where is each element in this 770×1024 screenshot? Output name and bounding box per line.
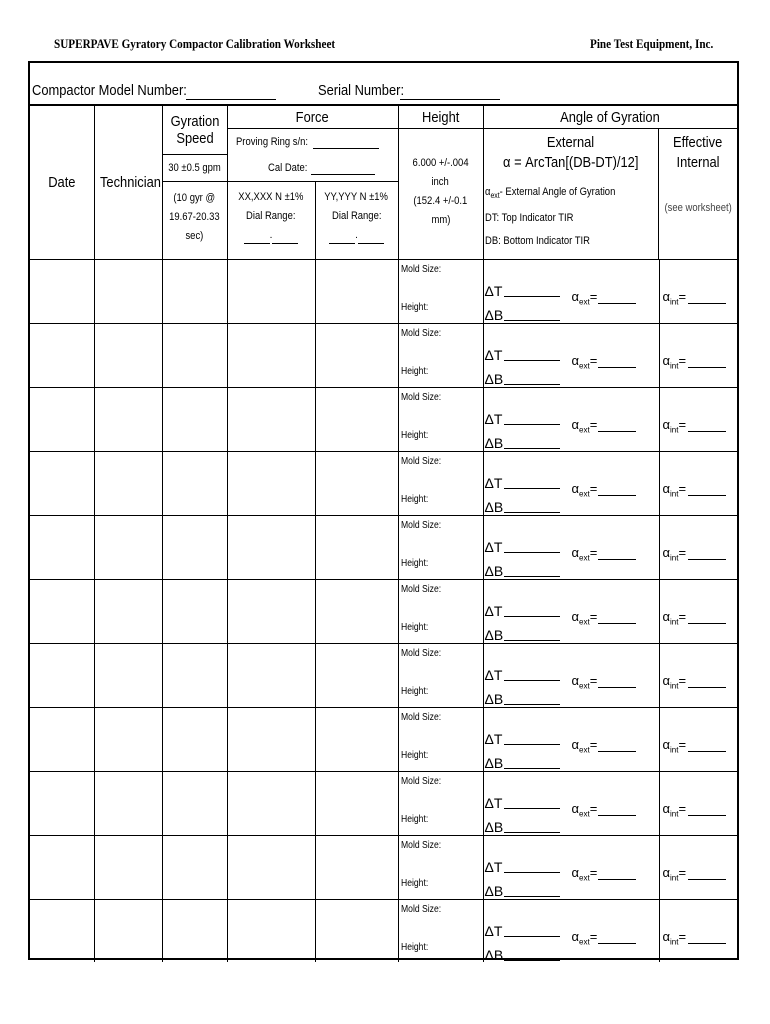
alpha-int-label: $\alpha_{int}=$ (662, 865, 687, 883)
force-cell-1[interactable] (227, 324, 315, 388)
alpha-int-label: $\alpha_{int}=$ (662, 609, 687, 627)
table-row (30, 900, 737, 962)
alpha-int-field[interactable] (688, 367, 726, 368)
date-cell[interactable] (30, 708, 94, 772)
force-cell-2[interactable] (315, 836, 398, 900)
internal-angle-cell[interactable] (659, 452, 737, 516)
alpha-ext-field[interactable] (598, 751, 636, 752)
delta-b-label: ΔB (484, 307, 504, 323)
force-cell-2[interactable] (315, 452, 398, 516)
calibration-form (28, 61, 739, 963)
force-cell-1[interactable] (227, 900, 315, 962)
delta-b-label: ΔB (484, 883, 504, 899)
alpha-ext-field[interactable] (598, 367, 636, 368)
external-angle-cell[interactable] (483, 644, 659, 708)
mold-size-label: Mold Size: (400, 520, 441, 531)
serial-number-label: Serial Number: (318, 82, 405, 99)
cal-date-label: Cal Date: (267, 162, 307, 174)
alpha-ext-label: $\alpha_{ext}=$ (571, 545, 598, 563)
date-cell[interactable] (30, 516, 94, 580)
height-cell[interactable] (398, 772, 483, 836)
technician-cell[interactable] (94, 836, 162, 900)
delta-t-label: ΔT (484, 667, 503, 683)
height-label: Height: (400, 366, 428, 377)
table-row (30, 452, 737, 516)
force-cell-2[interactable] (315, 324, 398, 388)
delta-b-label: ΔB (484, 691, 504, 707)
alpha-ext-label: $\alpha_{ext}=$ (571, 801, 598, 819)
force-cell-1[interactable] (227, 452, 315, 516)
technician-cell[interactable] (94, 260, 162, 324)
technician-cell[interactable] (94, 644, 162, 708)
alpha-ext-field[interactable] (598, 303, 636, 304)
mold-size-label: Mold Size: (400, 456, 441, 467)
alpha-int-field[interactable] (688, 879, 726, 880)
gyration-speed-cell[interactable] (162, 516, 227, 580)
external-angle-cell[interactable] (483, 772, 659, 836)
delta-b-field[interactable] (504, 448, 560, 449)
gyration-speed-cell[interactable] (162, 452, 227, 516)
height-cell[interactable] (398, 708, 483, 772)
gyration-speed-cell[interactable] (162, 388, 227, 452)
force-cell-2[interactable] (315, 644, 398, 708)
alpha-ext-field[interactable] (598, 687, 636, 688)
alpha-int-field[interactable] (688, 623, 726, 624)
delta-t-field[interactable] (504, 680, 560, 681)
force-cell-1[interactable] (227, 772, 315, 836)
internal-angle-cell[interactable] (659, 580, 737, 644)
internal-angle-cell[interactable] (659, 324, 737, 388)
delta-b-field[interactable] (504, 512, 560, 513)
height-cell[interactable] (398, 452, 483, 516)
technician-cell[interactable] (94, 580, 162, 644)
alpha-ext-field[interactable] (598, 495, 636, 496)
gyration-speed-cell[interactable] (162, 260, 227, 324)
force-header: Force Proving Ring s/n: Cal Date: XX,XXX N ±1% Dial Range: . YY,YYY N ±1% Dial Range: . (227, 106, 398, 260)
delta-t-field[interactable] (504, 744, 560, 745)
model-number-field[interactable] (186, 99, 276, 100)
delta-t-label: ΔT (484, 923, 503, 939)
delta-t-field[interactable] (504, 936, 560, 937)
alpha-ext-field[interactable] (598, 943, 636, 944)
force-col-2: YY,YYY N ±1% Dial Range: . (316, 182, 398, 259)
external-angle-cell[interactable] (483, 580, 659, 644)
see-worksheet-note: (see worksheet) (664, 202, 732, 214)
alpha-ext-label: $\alpha_{ext}=$ (571, 737, 598, 755)
delta-b-label: ΔB (484, 627, 504, 643)
technician-cell[interactable] (94, 772, 162, 836)
alpha-ext-field[interactable] (598, 879, 636, 880)
table-row (30, 836, 737, 900)
mold-size-label: Mold Size: (400, 584, 441, 595)
alpha-ext-label: $\alpha_{ext}=$ (571, 417, 598, 435)
height-label: Height: (400, 558, 428, 569)
force-col-1: XX,XXX N ±1% Dial Range: . (228, 182, 316, 259)
delta-b-field[interactable] (504, 576, 560, 577)
height-label: Height: (400, 302, 428, 313)
delta-b-field[interactable] (504, 896, 560, 897)
gyration-speed-cell[interactable] (162, 324, 227, 388)
mold-size-label: Mold Size: (400, 392, 441, 403)
table-row (30, 772, 737, 836)
gyration-speed-cell[interactable] (162, 900, 227, 962)
height-label: Height: (400, 430, 428, 441)
height-label: Height: (400, 686, 428, 697)
delta-t-label: ΔT (484, 347, 503, 363)
delta-b-label: ΔB (484, 947, 504, 963)
force-cell-2[interactable] (315, 900, 398, 962)
date-cell[interactable] (30, 772, 94, 836)
table-row (30, 708, 737, 772)
delta-t-label: ΔT (484, 539, 503, 555)
alpha-ext-label: $\alpha_{ext}=$ (571, 609, 598, 627)
delta-t-field[interactable] (504, 360, 560, 361)
external-angle-cell[interactable] (483, 836, 659, 900)
mold-size-label: Mold Size: (400, 648, 441, 659)
alpha-int-field[interactable] (688, 431, 726, 432)
height-label: Height: (400, 622, 428, 633)
alpha-int-field[interactable] (688, 495, 726, 496)
legend-aext: $\alpha_{ext}-$ External Angle of Gyration (484, 186, 615, 201)
height-label: Height: (400, 494, 428, 505)
alpha-int-label: $\alpha_{int}=$ (662, 417, 687, 435)
alpha-ext-label: $\alpha_{ext}=$ (571, 289, 598, 307)
force-cell-2[interactable] (315, 708, 398, 772)
delta-b-field[interactable] (504, 768, 560, 769)
date-cell[interactable] (30, 580, 94, 644)
table-row (30, 516, 737, 580)
external-angle-cell[interactable] (483, 708, 659, 772)
alpha-int-label: $\alpha_{int}=$ (662, 737, 687, 755)
technician-cell[interactable] (94, 708, 162, 772)
table-row (30, 324, 737, 388)
mold-size-label: Mold Size: (400, 328, 441, 339)
delta-t-field[interactable] (504, 872, 560, 873)
alpha-ext-field[interactable] (598, 431, 636, 432)
legend-dt: DT: Top Indicator TIR (484, 212, 574, 225)
delta-t-label: ΔT (484, 795, 503, 811)
alpha-int-field[interactable] (688, 687, 726, 688)
internal-angle-cell[interactable] (659, 644, 737, 708)
force-cell-2[interactable] (315, 388, 398, 452)
force-cell-1[interactable] (227, 644, 315, 708)
internal-angle-cell[interactable] (659, 772, 737, 836)
external-angle-cell[interactable] (483, 388, 659, 452)
gyration-speed-cell[interactable] (162, 772, 227, 836)
serial-number-field[interactable] (400, 99, 500, 100)
delta-t-field[interactable] (504, 808, 560, 809)
delta-t-label: ΔT (484, 859, 503, 875)
height-header: Height 6.000 +/-.004 inch (152.4 +/-0.1 mm) (398, 106, 483, 260)
internal-angle-cell[interactable] (659, 260, 737, 324)
height-label: Height: (400, 942, 428, 953)
technician-cell[interactable] (94, 516, 162, 580)
table-row (30, 644, 737, 708)
gyration-speed-cell[interactable] (162, 708, 227, 772)
height-label: Height: (400, 814, 428, 825)
delta-t-field[interactable] (504, 488, 560, 489)
delta-b-label: ΔB (484, 371, 504, 387)
external-angle-cell[interactable] (483, 324, 659, 388)
height-label: Height: (400, 878, 428, 889)
alpha-int-label: $\alpha_{int}=$ (662, 673, 687, 691)
force-cell-1[interactable] (227, 580, 315, 644)
alpha-ext-field[interactable] (598, 623, 636, 624)
date-header: Date (30, 106, 94, 260)
internal-angle-cell[interactable] (659, 836, 737, 900)
delta-t-field[interactable] (504, 616, 560, 617)
delta-b-field[interactable] (504, 960, 560, 961)
alpha-ext-label: $\alpha_{ext}=$ (571, 865, 598, 883)
model-serial-row (30, 63, 737, 106)
delta-t-field[interactable] (504, 552, 560, 553)
gyration-speed-cell[interactable] (162, 580, 227, 644)
internal-angle-cell[interactable] (659, 516, 737, 580)
alpha-ext-field[interactable] (598, 815, 636, 816)
delta-t-field[interactable] (504, 296, 560, 297)
date-cell[interactable] (30, 836, 94, 900)
external-angle-cell[interactable] (483, 260, 659, 324)
effective-internal-header: Effective Internal (see worksheet) (664, 134, 732, 214)
force-cell-2[interactable] (315, 772, 398, 836)
technician-cell[interactable] (94, 324, 162, 388)
technician-cell[interactable] (94, 452, 162, 516)
legend-db: DB: Bottom Indicator TIR (484, 235, 590, 248)
alpha-int-field[interactable] (688, 303, 726, 304)
height-cell[interactable] (398, 900, 483, 962)
angle-formula: α = ArcTan[(DB-DT)/12] (502, 154, 639, 171)
model-number-label: Compactor Model Number: (32, 82, 187, 99)
proving-ring-label: Proving Ring s/n: (235, 136, 308, 148)
alpha-int-label: $\alpha_{int}=$ (662, 929, 687, 947)
force-cell-2[interactable] (315, 580, 398, 644)
gyration-rate: 30 ±0.5 gpm (168, 162, 221, 174)
table-row (30, 580, 737, 644)
delta-b-field[interactable] (504, 832, 560, 833)
proving-ring-field[interactable] (313, 136, 379, 149)
delta-t-label: ΔT (484, 411, 503, 427)
angle-header: Angle of Gyration External α = ArcTan[(DB-DT)/12] $\alpha_{ext}-$ External Angle of Gyration DT: Top Indicator TIR DB: Bottom Indicator TIR Effective Internal (see worksheet) (483, 106, 737, 260)
date-cell[interactable] (30, 452, 94, 516)
delta-t-field[interactable] (504, 424, 560, 425)
internal-angle-cell[interactable] (659, 900, 737, 962)
alpha-ext-label: $\alpha_{ext}=$ (571, 353, 598, 371)
delta-b-label: ΔB (484, 819, 504, 835)
header-row (30, 106, 737, 260)
force-cell-1[interactable] (227, 388, 315, 452)
external-angle-cell[interactable] (483, 516, 659, 580)
force-cell-1[interactable] (227, 708, 315, 772)
date-cell[interactable] (30, 900, 94, 962)
height-cell[interactable] (398, 516, 483, 580)
delta-b-field[interactable] (504, 704, 560, 705)
delta-b-label: ΔB (484, 499, 504, 515)
mold-size-label: Mold Size: (400, 264, 441, 275)
alpha-int-label: $\alpha_{int}=$ (662, 481, 687, 499)
alpha-int-label: $\alpha_{int}=$ (662, 289, 687, 307)
external-angle-header: External α = ArcTan[(DB-DT)/12] $\alpha_{ext}-$ External Angle of Gyration DT: Top Indicator TIR DB: Bottom Indicator TIR (484, 129, 659, 259)
alpha-int-field[interactable] (688, 815, 726, 816)
force-cell-1[interactable] (227, 516, 315, 580)
technician-cell[interactable] (94, 900, 162, 962)
height-cell[interactable] (398, 644, 483, 708)
delta-b-field[interactable] (504, 640, 560, 641)
height-label: Height: (400, 750, 428, 761)
force-cell-2[interactable] (315, 516, 398, 580)
gyration-speed-cell[interactable] (162, 644, 227, 708)
date-cell[interactable] (30, 324, 94, 388)
alpha-int-label: $\alpha_{int}=$ (662, 545, 687, 563)
internal-angle-cell[interactable] (659, 708, 737, 772)
delta-t-label: ΔT (484, 731, 503, 747)
delta-b-label: ΔB (484, 563, 504, 579)
delta-b-field[interactable] (504, 320, 560, 321)
height-cell[interactable] (398, 580, 483, 644)
calibration-table (30, 106, 737, 962)
alpha-ext-label: $\alpha_{ext}=$ (571, 929, 598, 947)
technician-header: Technician (94, 106, 162, 260)
table-row (30, 260, 737, 324)
table-row (30, 388, 737, 452)
height-cell[interactable] (398, 260, 483, 324)
force-cell-2[interactable] (315, 260, 398, 324)
gyration-speed-header: Gyration Speed 30 ±0.5 gpm (10 gyr @ 19.67-20.33 sec) (162, 106, 227, 260)
cal-date-field[interactable] (311, 162, 375, 175)
force-cell-1[interactable] (227, 260, 315, 324)
alpha-int-label: $\alpha_{int}=$ (662, 353, 687, 371)
delta-t-label: ΔT (484, 475, 503, 491)
delta-b-label: ΔB (484, 755, 504, 771)
delta-b-field[interactable] (504, 384, 560, 385)
mold-size-label: Mold Size: (400, 904, 441, 915)
height-cell[interactable] (398, 388, 483, 452)
date-cell[interactable] (30, 644, 94, 708)
external-angle-cell[interactable] (483, 452, 659, 516)
date-cell[interactable] (30, 388, 94, 452)
alpha-ext-field[interactable] (598, 559, 636, 560)
external-angle-cell[interactable] (483, 900, 659, 962)
force-cell-1[interactable] (227, 836, 315, 900)
height-cell[interactable] (398, 836, 483, 900)
alpha-ext-label: $\alpha_{ext}=$ (571, 481, 598, 499)
height-cell[interactable] (398, 324, 483, 388)
date-cell[interactable] (30, 260, 94, 324)
mold-size-label: Mold Size: (400, 776, 441, 787)
alpha-int-field[interactable] (688, 751, 726, 752)
alpha-int-field[interactable] (688, 943, 726, 944)
mold-size-label: Mold Size: (400, 840, 441, 851)
delta-t-label: ΔT (484, 603, 503, 619)
internal-angle-cell[interactable] (659, 388, 737, 452)
alpha-ext-label: $\alpha_{ext}=$ (571, 673, 598, 691)
gyration-speed-cell[interactable] (162, 836, 227, 900)
alpha-int-field[interactable] (688, 559, 726, 560)
alpha-int-label: $\alpha_{int}=$ (662, 801, 687, 819)
worksheet-title: SUPERPAVE Gyratory Compactor Calibration Worksheet (54, 36, 336, 51)
mold-size-label: Mold Size: (400, 712, 441, 723)
company-name: Pine Test Equipment, Inc. (590, 36, 714, 51)
technician-cell[interactable] (94, 388, 162, 452)
delta-b-label: ΔB (484, 435, 504, 451)
delta-t-label: ΔT (484, 283, 503, 299)
